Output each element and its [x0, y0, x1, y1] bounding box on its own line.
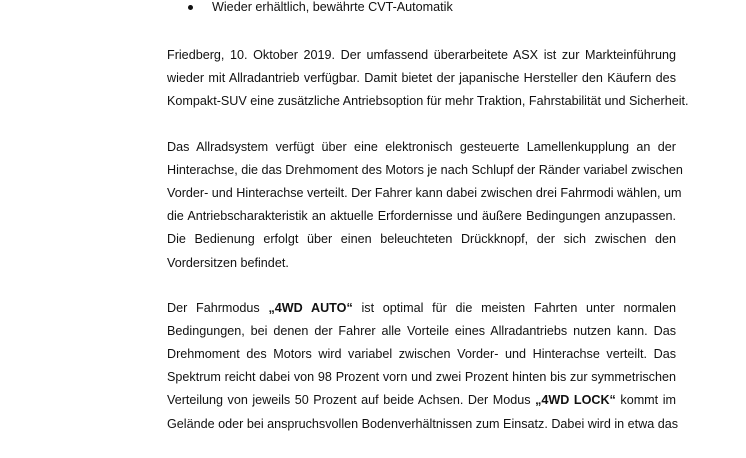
- paragraph-drive-modes: [167, 297, 679, 436]
- text-segment: kommt im: [615, 393, 676, 408]
- text-line: wieder mit Allradantrieb verfügbar. Damit bietet der japanische Hersteller den Käufern des: [167, 71, 676, 86]
- text-line: Kompakt-SUV eine zusätzliche Antriebsoption für mehr Traktion, Fahrstabilität und Sicherheit.: [167, 94, 689, 109]
- text-line: Bedingungen, bei denen der Fahrer alle Vorteile eines Allradantriebs nutzen kann. Das: [167, 323, 676, 338]
- press-release-body: [167, 44, 689, 458]
- text-line: Die Bedienung erfolgt über einen beleuchteten Drückknopf, der sich zwischen den: [167, 232, 676, 247]
- text-segment: Der Fahrmodus: [167, 300, 269, 315]
- text-line: [167, 389, 676, 412]
- bullet-item: [166, 0, 676, 19]
- paragraph-intro: [167, 44, 689, 114]
- text-line: Vordersitzen befindet.: [167, 255, 289, 270]
- text-line: Vorder- und Hinterachse verteilt. Der Fahrer kann dabei zwischen drei Fahrmodi wählen, um: [167, 185, 682, 200]
- bullet-text: Wieder erhältlich, bewährte CVT-Automatik: [212, 0, 453, 14]
- text-line: die Antriebscharakteristik an aktuelle Erfordernisse und äußere Bedingungen anzupassen.: [167, 209, 676, 224]
- text-line: Gelände oder bei anspruchsvollen Bodenverhältnissen zum Einsatz. Dabei wird in etwa das: [167, 416, 679, 431]
- text-line: Spektrum reicht dabei von 98 Prozent vorn und zwei Prozent hinten bis zur symmetrischen: [167, 370, 676, 385]
- mode-name-4wd-auto: „4WD AUTO“: [268, 300, 353, 315]
- bullet-dot-icon: [188, 5, 193, 10]
- text-line: Drehmoment des Motors wird variabel zwischen Vorder- und Hinterachse verteilt. Das: [167, 347, 676, 362]
- paragraph-awd-system: [167, 136, 683, 275]
- text-line: Friedberg, 10. Oktober 2019. Der umfassend überarbeitete ASX ist zur Markteinführung: [167, 48, 676, 62]
- text-line: [167, 297, 676, 320]
- text-segment: ist optimal für die meisten Fahrten unter normalen: [352, 300, 676, 315]
- mode-name-4wd-lock: „4WD LOCK“: [535, 393, 616, 408]
- text-segment: Verteilung von jeweils 50 Prozent auf beide Achsen. Der Modus: [167, 393, 536, 408]
- feature-bullet-list: [166, 0, 676, 19]
- text-line: Das Allradsystem verfügt über eine elektronisch gesteuerte Lamellenkupplung an der: [167, 139, 676, 154]
- text-line: Hinterachse, die das Drehmoment des Motors je nach Schlupf der Ränder variabel zwischen: [167, 162, 683, 177]
